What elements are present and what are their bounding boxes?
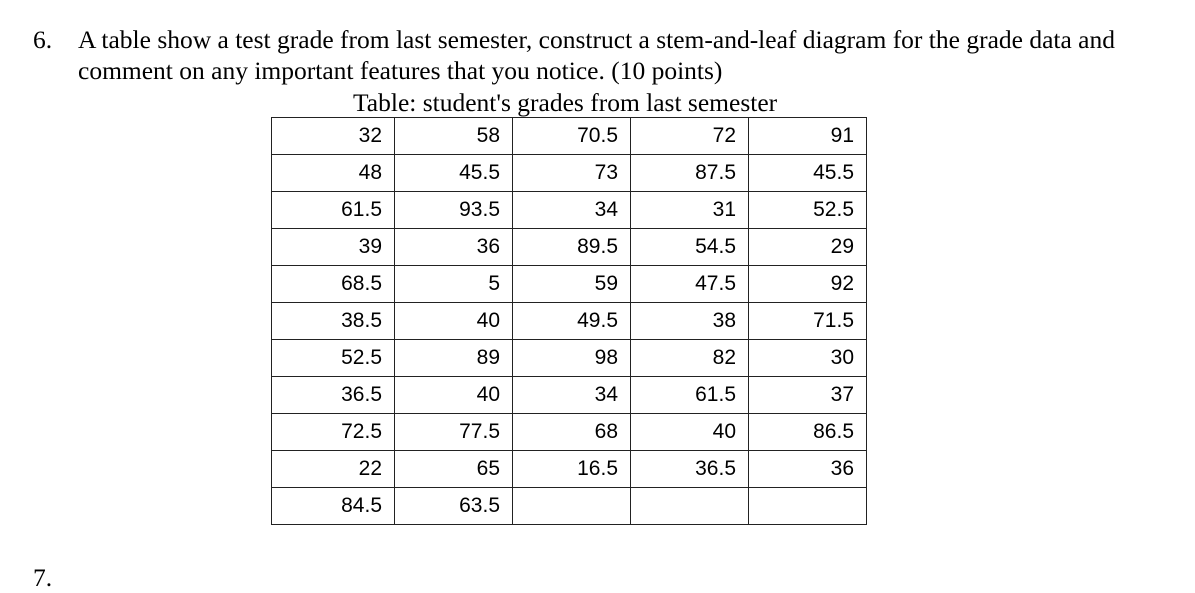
table-cell: 36.5 bbox=[631, 451, 749, 488]
table-cell: 36 bbox=[749, 451, 867, 488]
table-cell: 98 bbox=[513, 340, 631, 377]
table-cell: 91 bbox=[749, 118, 867, 155]
table-cell: 49.5 bbox=[513, 303, 631, 340]
next-question-number: 7. bbox=[33, 563, 53, 592]
table-cell bbox=[749, 488, 867, 525]
table-cell: 70.5 bbox=[513, 118, 631, 155]
table-cell: 29 bbox=[749, 229, 867, 266]
table-cell: 40 bbox=[631, 414, 749, 451]
table-cell: 84.5 bbox=[272, 488, 395, 525]
table-row bbox=[272, 155, 867, 192]
table-cell: 87.5 bbox=[631, 155, 749, 192]
table-cell: 39 bbox=[272, 229, 395, 266]
table-cell: 72.5 bbox=[272, 414, 395, 451]
table-cell: 89 bbox=[395, 340, 513, 377]
table-cell: 5 bbox=[395, 266, 513, 303]
table-cell: 68.5 bbox=[272, 266, 395, 303]
table-cell: 36.5 bbox=[272, 377, 395, 414]
table-cell: 31 bbox=[631, 192, 749, 229]
table-cell: 65 bbox=[395, 451, 513, 488]
table-cell: 93.5 bbox=[395, 192, 513, 229]
table-cell bbox=[513, 488, 631, 525]
grades-table bbox=[271, 117, 867, 525]
table-cell: 22 bbox=[272, 451, 395, 488]
table-row bbox=[272, 303, 867, 340]
table-cell: 16.5 bbox=[513, 451, 631, 488]
table-cell: 61.5 bbox=[631, 377, 749, 414]
table-row bbox=[272, 377, 867, 414]
table-cell: 30 bbox=[749, 340, 867, 377]
table-cell: 58 bbox=[395, 118, 513, 155]
table-cell: 40 bbox=[395, 377, 513, 414]
question-text: A table show a test grade from last semester, construct a stem-and-leaf diagram for the grade data and comment on any important features that you notice. (10 points) bbox=[78, 25, 1115, 85]
table-row bbox=[272, 192, 867, 229]
table-cell: 92 bbox=[749, 266, 867, 303]
table-cell: 52.5 bbox=[272, 340, 395, 377]
table-cell: 61.5 bbox=[272, 192, 395, 229]
table-cell: 45.5 bbox=[395, 155, 513, 192]
table-cell bbox=[631, 488, 749, 525]
table-cell: 40 bbox=[395, 303, 513, 340]
table-cell: 72 bbox=[631, 118, 749, 155]
table-cell: 89.5 bbox=[513, 229, 631, 266]
table-row bbox=[272, 451, 867, 488]
table-row bbox=[272, 266, 867, 303]
table-cell: 86.5 bbox=[749, 414, 867, 451]
table-cell: 63.5 bbox=[395, 488, 513, 525]
table-cell: 32 bbox=[272, 118, 395, 155]
table-row bbox=[272, 414, 867, 451]
table-cell: 38 bbox=[631, 303, 749, 340]
table-cell: 47.5 bbox=[631, 266, 749, 303]
table-cell: 38.5 bbox=[272, 303, 395, 340]
table-row bbox=[272, 340, 867, 377]
table-cell: 37 bbox=[749, 377, 867, 414]
table-cell: 34 bbox=[513, 192, 631, 229]
grades-table-body bbox=[272, 118, 867, 525]
table-row bbox=[272, 229, 867, 266]
table-cell: 48 bbox=[272, 155, 395, 192]
table-cell: 77.5 bbox=[395, 414, 513, 451]
question-number: 6. bbox=[33, 25, 53, 54]
table-row bbox=[272, 488, 867, 525]
table-cell: 82 bbox=[631, 340, 749, 377]
table-caption: Table: student's grades from last semester bbox=[353, 88, 778, 117]
table-cell: 59 bbox=[513, 266, 631, 303]
table-cell: 54.5 bbox=[631, 229, 749, 266]
table-cell: 71.5 bbox=[749, 303, 867, 340]
table-cell: 52.5 bbox=[749, 192, 867, 229]
table-cell: 45.5 bbox=[749, 155, 867, 192]
table-cell: 73 bbox=[513, 155, 631, 192]
table-cell: 68 bbox=[513, 414, 631, 451]
table-cell: 34 bbox=[513, 377, 631, 414]
table-row bbox=[272, 118, 867, 155]
table-cell: 36 bbox=[395, 229, 513, 266]
